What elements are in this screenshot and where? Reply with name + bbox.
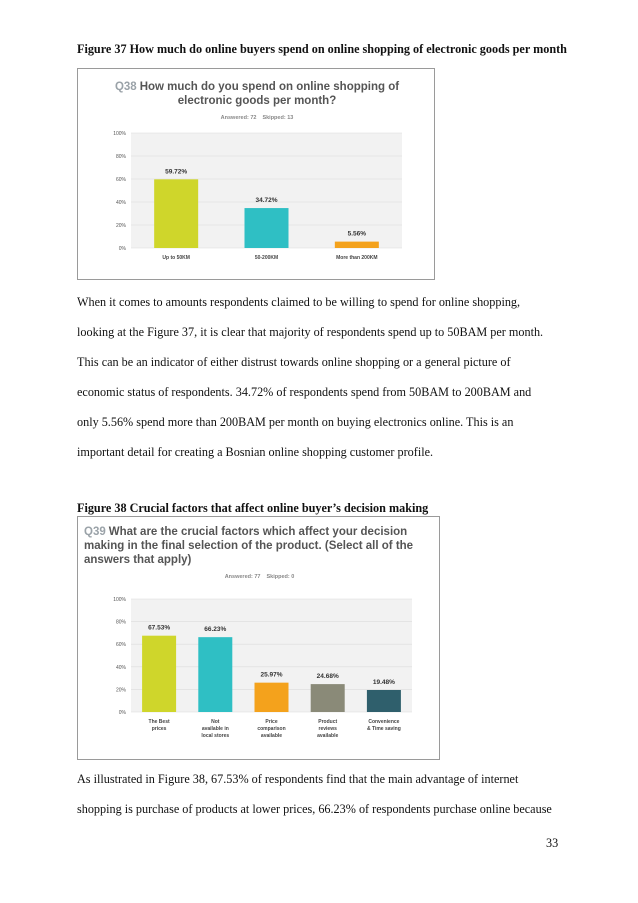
answered-count: Answered: 77 (224, 574, 261, 580)
y-tick-label: 20% (115, 687, 126, 694)
bar (142, 636, 176, 712)
y-tick-label: 80% (115, 154, 126, 160)
data-label: 5.56% (347, 230, 367, 238)
x-tick-label: Price (265, 719, 278, 725)
question-number: Q39 (84, 526, 106, 538)
data-label: 19.48% (372, 678, 395, 686)
bar (154, 179, 198, 248)
question-text: How much do you spend on online shopping of electronic goods per month? (139, 81, 400, 107)
x-tick-label: reviews (318, 726, 337, 732)
text-line: important detail for creating a Bosnian online shopping customer profile. (77, 445, 434, 459)
x-tick-label: prices (151, 726, 167, 732)
x-tick-label: local stores (201, 733, 230, 739)
data-label: 66.23% (204, 626, 227, 634)
answered-count: Answered: 72 (220, 115, 257, 121)
text-line: This can be an indicator of either distrust towards online shopping or a general picture of (77, 355, 511, 369)
question-text: What are the crucial factors which affect your decision making in the final selection of the product. (Select all of the answers that apply) (84, 526, 414, 566)
data-label: 67.53% (148, 624, 171, 632)
y-tick-label: 0% (118, 710, 126, 716)
x-tick-label: More than 200KM (336, 255, 378, 261)
x-tick-label: & Time saving (366, 726, 401, 732)
x-tick-label: The Best (148, 719, 170, 725)
bar (198, 637, 232, 712)
figure-37-image (77, 68, 435, 280)
y-tick-label: 60% (115, 642, 126, 649)
y-tick-label: 80% (115, 619, 126, 626)
text-line: only 5.56% spend more than 200BAM per month on buying electronics online. This is an (77, 415, 514, 429)
bar (255, 683, 289, 712)
skipped-count: Skipped: 0 (266, 574, 295, 580)
bar-chart-q39 (78, 517, 441, 761)
figure-37-caption: Figure 37 How much do online buyers spend on online shopping of electronic goods per month (77, 42, 567, 56)
bar (245, 208, 289, 248)
data-label: 25.97% (260, 671, 283, 679)
x-tick-label: available (317, 733, 339, 739)
text-line: looking at the Figure 37, it is clear that majority of respondents spend up to 50BAM per month. (77, 325, 544, 339)
y-tick-label: 0% (118, 246, 126, 252)
data-label: 59.72% (165, 168, 188, 176)
y-tick-label: 40% (115, 664, 126, 671)
bar (335, 242, 379, 248)
text-line: economic status of respondents. 34.72% of respondents spend from 50BAM to 200BAM and (77, 385, 532, 399)
y-tick-label: 100% (113, 597, 126, 603)
skipped-count: Skipped: 13 (262, 115, 294, 121)
bar (311, 684, 345, 712)
figure-38-caption: Figure 38 Crucial factors that affect online buyer’s decision making (77, 501, 429, 515)
y-tick-label: 20% (115, 223, 126, 229)
figure-38-image (77, 516, 440, 760)
x-tick-label: Product (318, 719, 338, 725)
bar-chart-q38 (78, 69, 436, 281)
x-tick-label: Up to 50KM (162, 255, 190, 261)
data-label: 34.72% (255, 197, 278, 205)
x-tick-label: Not (211, 719, 220, 725)
x-tick-label: Convenience (368, 719, 400, 725)
data-label: 24.68% (316, 673, 339, 681)
x-tick-label: comparison (257, 726, 286, 732)
question-number: Q38 (114, 81, 137, 93)
text-line: shopping is purchase of products at lower prices, 66.23% of respondents purchase online because (77, 802, 552, 816)
x-tick-label: available (260, 733, 283, 739)
y-tick-label: 40% (115, 200, 126, 206)
y-tick-label: 60% (115, 177, 126, 183)
x-tick-label: 50-200KM (254, 255, 279, 261)
y-tick-label: 100% (113, 131, 126, 137)
x-tick-label: available in (201, 726, 229, 732)
text-line: As illustrated in Figure 38, 67.53% of respondents find that the main advantage of internet (77, 772, 519, 786)
text-line: When it comes to amounts respondents claimed to be willing to spend for online shopping, (77, 295, 521, 309)
page-number: 33 (546, 836, 559, 850)
bar (367, 690, 401, 712)
